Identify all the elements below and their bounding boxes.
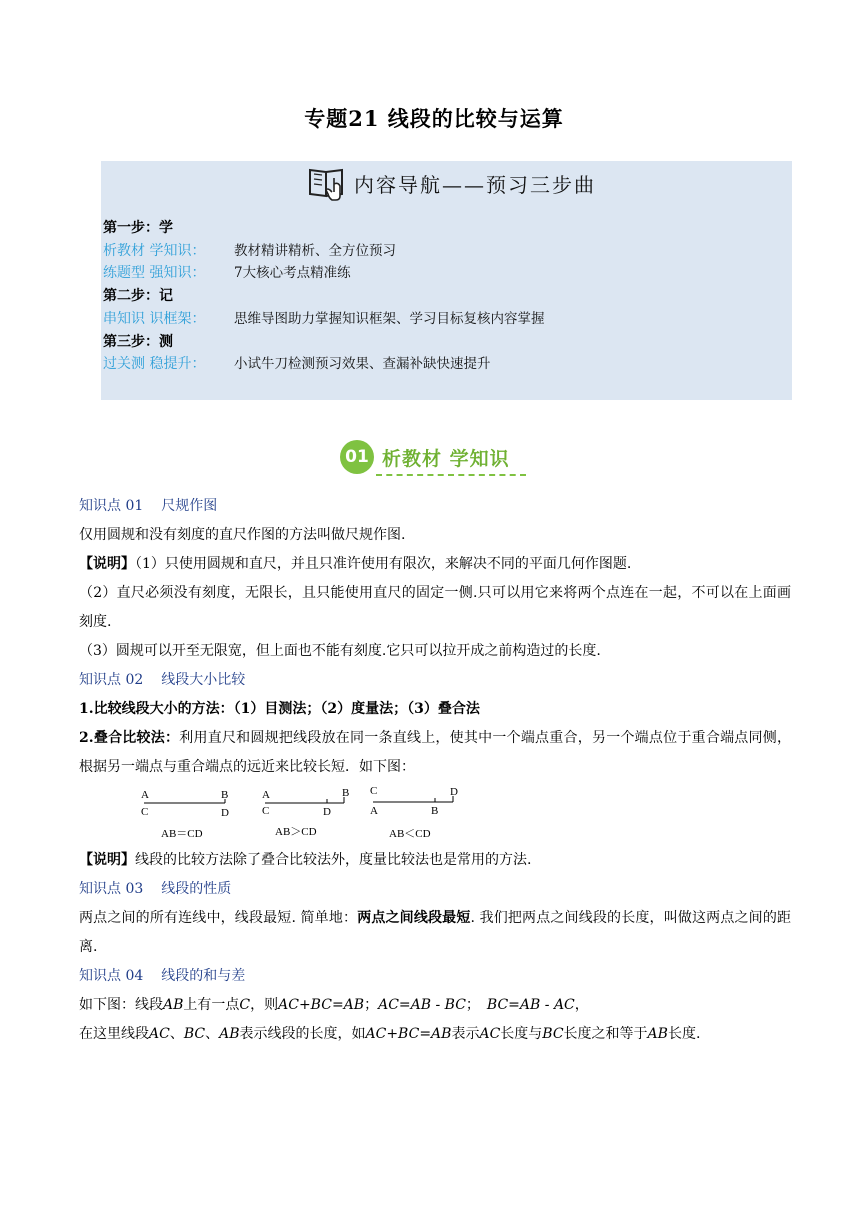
- content-navigation-box: [101, 161, 792, 400]
- kp-title: 线段大小比较: [161, 672, 246, 688]
- label-a: A: [262, 789, 270, 801]
- nav-header-text: 内容导航——预习三步曲: [354, 172, 596, 197]
- paragraph: [79, 1020, 791, 1049]
- step-desc: 教材精讲精析、全方位预习: [234, 242, 396, 259]
- paragraph: [79, 846, 791, 875]
- text: 表示: [451, 1026, 480, 1042]
- math: AC: [149, 1026, 170, 1042]
- math: AB: [219, 1026, 240, 1042]
- step-key: 练题型 强知识：: [103, 265, 206, 282]
- step-3-item-1: [103, 353, 545, 376]
- paragraph: [79, 550, 791, 579]
- step-desc: 7大核心考点精准练: [234, 265, 351, 282]
- step-desc: 思维导图助力掌握知识框架、学习目标复核内容掌握: [234, 310, 545, 327]
- diagram-svg: [137, 782, 537, 846]
- paragraph: [79, 724, 791, 782]
- text: 表示线段的长度，如: [239, 1026, 366, 1042]
- nav-header: [306, 165, 596, 201]
- step-1-item-1: [103, 240, 545, 263]
- text: 两点之间的所有连线中，线段最短. 简单地：: [79, 910, 358, 926]
- step-3-title: 第三步：测: [103, 333, 173, 350]
- paragraph: 仅用圆规和没有刻度的直尺作图的方法叫做尺规作图.: [79, 527, 406, 543]
- text: ；: [465, 997, 487, 1013]
- text: （1）只使用圆规和直尺，并且只准许使用有限次，来解决不同的平面几何作图题.: [135, 556, 632, 572]
- note-label: 【说明】: [79, 556, 135, 572]
- math: BC=AB - AC: [486, 997, 575, 1013]
- label-a: A: [141, 789, 149, 801]
- main-content: [79, 492, 791, 1049]
- section-badge: [340, 440, 510, 474]
- kp-number: 知识点 02: [79, 672, 144, 688]
- text: 长度之和等于: [563, 1026, 648, 1042]
- segment-compare-diagram: [79, 782, 791, 846]
- label-a: A: [370, 805, 378, 817]
- label-d: D: [450, 786, 458, 798]
- step-key: 析教材 学知识：: [103, 242, 206, 259]
- math: AC+BC=AB: [278, 997, 365, 1013]
- bold-label: 2.叠合比较法：: [79, 730, 180, 746]
- math: C: [239, 997, 251, 1013]
- kp-number: 知识点 04: [79, 968, 144, 984]
- label-b: B: [221, 789, 229, 801]
- step-2-item-1: [103, 308, 545, 331]
- caption-less: AB＜CD: [389, 828, 431, 840]
- text: 在这里线段: [79, 1026, 149, 1042]
- text: 长度与: [500, 1026, 543, 1042]
- step-1-item-2: [103, 262, 545, 285]
- step-key: 串知识 识框架：: [103, 310, 206, 327]
- step-1-title: 第一步：学: [103, 220, 173, 236]
- kp-number: 知识点 03: [79, 881, 144, 897]
- kp-title: 线段的和与差: [161, 968, 246, 984]
- math: AB: [647, 1026, 668, 1042]
- paragraph: 1.比较线段大小的方法：（1）目测法；（2）度量法；（3）叠合法: [79, 701, 480, 717]
- label-c: C: [262, 805, 270, 817]
- text: 利用直尺和圆规把线段放在同一条直线上，使其中一个端点重合，另一个端点位于重合端点同侧，根据另一端点与重合端点的远近来比较长短．如下图：: [79, 730, 791, 775]
- text: 线段的比较方法除了叠合比较法外，度量比较法也是常用的方法.: [135, 852, 532, 868]
- text: 上有一点: [183, 997, 240, 1013]
- page-title: 专题21 线段的比较与运算: [304, 106, 564, 131]
- math: AC=AB - BC: [378, 997, 466, 1013]
- math: BC: [183, 1026, 206, 1042]
- text: 长度.: [667, 1026, 701, 1042]
- math: AC+BC=AB: [365, 1026, 452, 1042]
- label-d: D: [323, 806, 331, 818]
- section-underline: [376, 474, 526, 476]
- bold-text: 两点之间线段最短: [357, 910, 471, 926]
- step-2-title: 第二步：记: [103, 288, 173, 305]
- math: AC: [479, 1026, 501, 1042]
- note-label: 【说明】: [79, 852, 135, 868]
- paragraph: [79, 991, 791, 1020]
- paragraph: （2）直尺必须没有刻度，无限长，且只能使用直尺的固定一侧.只可以用它来将两个点连在一起，不可以在上面画刻度.: [79, 585, 791, 630]
- math: AB: [163, 997, 184, 1013]
- paragraph: [79, 904, 791, 962]
- label-b: B: [342, 787, 350, 799]
- label-b: B: [431, 805, 439, 817]
- book-pointer-icon: [306, 164, 352, 202]
- text: 、: [205, 1026, 220, 1042]
- text: . 我们把两点之间线段的长度，叫做这两点之间的距离.: [79, 910, 792, 955]
- kp-number: 知识点 01: [79, 498, 144, 514]
- label-d: D: [221, 807, 229, 819]
- kp-heading-03: [79, 875, 791, 904]
- kp-heading-02: [79, 666, 791, 695]
- section-title: 析教材 学知识: [382, 447, 510, 470]
- text: ，: [574, 997, 589, 1013]
- paragraph: （3）圆规可以开至无限宽，但上面也不能有刻度.它只可以拉开成之前构造过的长度.: [79, 643, 601, 659]
- text: ；: [364, 997, 379, 1013]
- kp-title: 线段的性质: [161, 881, 232, 897]
- caption-greater: AB＞CD: [275, 826, 317, 838]
- steps-list: [103, 217, 545, 376]
- text: 、: [169, 1026, 184, 1042]
- kp-heading-01: [79, 492, 791, 521]
- step-desc: 小试牛刀检测预习效果、查漏补缺快速提升: [234, 356, 491, 373]
- label-c: C: [370, 785, 378, 797]
- text: 如下图：线段: [79, 997, 163, 1013]
- section-number: 01: [340, 440, 374, 474]
- math: BC: [542, 1026, 564, 1042]
- label-c: C: [141, 806, 149, 818]
- kp-heading-04: [79, 962, 791, 991]
- kp-title: 尺规作图: [161, 498, 218, 514]
- caption-equal: AB＝CD: [161, 828, 203, 840]
- text: ，则: [250, 997, 279, 1013]
- step-key: 过关测 稳提升：: [103, 356, 206, 373]
